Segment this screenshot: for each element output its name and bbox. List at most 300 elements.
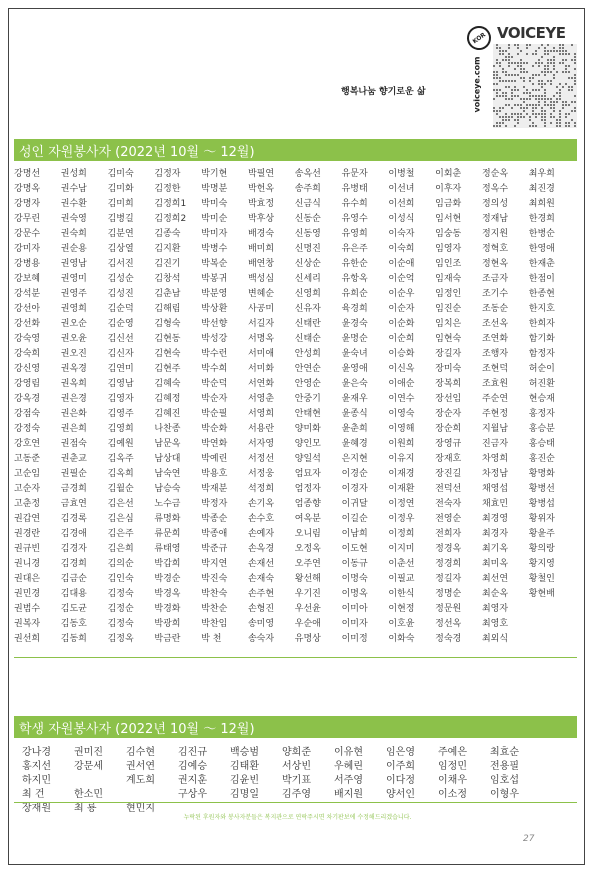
volunteer-name: 정혁호 xyxy=(481,244,509,254)
volunteer-name: 최희원 xyxy=(528,199,555,209)
volunteer-name: 김영희 xyxy=(107,424,134,434)
volunteer-name: 박진숙 xyxy=(201,574,228,584)
volunteer-name: 이숙희 xyxy=(388,244,415,254)
volunteer-name: 이애순 xyxy=(388,379,415,389)
volunteer-name: 이병철 xyxy=(388,169,415,179)
volunteer-name: 최 건 xyxy=(22,789,45,800)
volunteer-name: 강선화 xyxy=(14,319,41,329)
volunteer-name: 이정희 xyxy=(388,529,415,539)
volunteer-name: 김혜진 xyxy=(154,409,181,419)
volunteer-name: 백승범 xyxy=(230,747,259,758)
volunteer-name: 박순화 xyxy=(201,424,228,434)
volunteer-name: 이원희 xyxy=(388,439,415,449)
volunteer-name: 이경순 xyxy=(341,469,368,479)
volunteer-name: 채영섭 xyxy=(481,484,509,494)
volunteer-name: 유은주 xyxy=(341,244,368,254)
volunteer-name: 강신영 xyxy=(14,364,41,374)
volunteer-name: 박수희 xyxy=(201,364,228,374)
volunteer-name: 김영주 xyxy=(107,409,134,419)
volunteer-name: 김정옥 xyxy=(107,634,134,644)
volunteer-name: 조기수 xyxy=(481,289,509,299)
volunteer-name: 이귀달 xyxy=(341,499,368,509)
volunteer-name: 이숙자 xyxy=(388,229,415,239)
volunteer-name: 안태현 xyxy=(294,409,321,419)
volunteer-name: 함기화 xyxy=(528,334,555,344)
volunteer-name: 신상순 xyxy=(294,259,321,269)
volunteer-name: 이정우 xyxy=(388,514,415,524)
volunteer-name: 이미자 xyxy=(341,619,368,629)
volunteer-name: 권미진 xyxy=(74,747,103,758)
volunteer-name: 권영희 xyxy=(60,304,87,314)
volunteer-name: 권필순 xyxy=(60,469,87,479)
volunteer-name: 박광희 xyxy=(154,619,181,629)
volunteer-name: 장선임 xyxy=(435,394,462,404)
volunteer-name: 이재환 xyxy=(388,484,415,494)
volunteer-name: 현민지 xyxy=(126,803,155,814)
volunteer-name: 이지미 xyxy=(388,544,415,554)
volunteer-name: 유명상 xyxy=(294,634,321,644)
volunteer-name: 전숙자 xyxy=(435,499,462,509)
volunteer-name: 엄종향 xyxy=(294,499,321,509)
volunteer-name: 김월순 xyxy=(107,484,134,494)
volunteer-name: 김은희 xyxy=(107,544,134,554)
volunteer-name: 이춘선 xyxy=(388,559,415,569)
voiceye-code-icon xyxy=(493,44,577,128)
volunteer-name: 강석분 xyxy=(14,289,41,299)
volunteer-name: 김정자 xyxy=(154,169,181,179)
volunteer-name: 오정옥 xyxy=(294,544,321,554)
volunteer-name: 김진규 xyxy=(178,747,207,758)
volunteer-name: 신태란 xyxy=(294,319,321,329)
volunteer-name: 조금자 xyxy=(481,274,509,284)
volunteer-name: 정선옥 xyxy=(435,619,462,629)
volunteer-name: 김혜정 xyxy=(154,394,181,404)
volunteer-name: 권범수 xyxy=(14,604,41,614)
volunteer-name: 신동영 xyxy=(294,229,321,239)
volunteer-name xyxy=(529,602,576,617)
volunteer-name: 신세리 xyxy=(294,274,321,284)
volunteer-name: 김동호 xyxy=(60,619,87,629)
volunteer-name: 한영애 xyxy=(528,244,555,254)
volunteer-name: 김종숙 xyxy=(154,229,181,239)
volunteer-name: 김미화 xyxy=(107,184,134,194)
volunteer-name: 김태환 xyxy=(230,761,259,772)
volunteer-name: 손형진 xyxy=(247,604,275,614)
volunteer-name: 배경숙 xyxy=(247,229,275,239)
volunteer-name: 황명화 xyxy=(528,469,555,479)
volunteer-name: 이현정 xyxy=(388,604,415,614)
volunteer-name: 이도현 xyxy=(341,544,368,554)
volunteer-name: 채효민 xyxy=(481,499,509,509)
volunteer-name: 유수희 xyxy=(341,199,368,209)
volunteer-name: 최외식 xyxy=(481,634,509,644)
volunteer-name: 김정희1 xyxy=(154,199,187,209)
volunteer-name: 장영규 xyxy=(435,439,462,449)
volunteer-name: 강명자 xyxy=(14,199,41,209)
volunteer-name: 유항옥 xyxy=(341,274,368,284)
volunteer-name: 주순연 xyxy=(481,394,509,404)
volunteer-name: 박연화 xyxy=(201,439,228,449)
volunteer-name: 양인모 xyxy=(294,439,321,449)
volunteer-name: 우기진 xyxy=(294,589,321,599)
volunteer-name: 권복자 xyxy=(14,619,41,629)
volunteer-name: 홍지선 xyxy=(22,761,51,772)
volunteer-name: 김도균 xyxy=(60,604,87,614)
volunteer-name: 김성순 xyxy=(107,274,134,284)
volunteer-name: 우선윤 xyxy=(294,604,321,614)
volunteer-name: 허순이 xyxy=(528,364,555,374)
volunteer-name: 전덕선 xyxy=(435,484,462,494)
volunteer-name: 박경화 xyxy=(154,604,181,614)
volunteer-name: 권오순 xyxy=(60,319,87,329)
volunteer-name: 여옥분 xyxy=(294,514,321,524)
volunteer-name: 서미화 xyxy=(247,364,275,374)
volunteer-name: 박재분 xyxy=(201,484,228,494)
volunteer-name: 김창석 xyxy=(154,274,181,284)
volunteer-name: 송숙자 xyxy=(247,634,275,644)
volunteer-name: 박미자 xyxy=(201,229,228,239)
volunteer-name: 권서연 xyxy=(126,761,155,772)
volunteer-name xyxy=(126,788,178,802)
volunteer-name: 김지환 xyxy=(154,244,181,254)
volunteer-name: 엄정자 xyxy=(294,484,321,494)
volunteer-name: 김명일 xyxy=(230,789,259,800)
volunteer-name: 김금순 xyxy=(60,574,87,584)
volunteer-name: 정길자 xyxy=(435,574,462,584)
volunteer-name: 박명분 xyxy=(201,184,228,194)
volunteer-name: 권옥경 xyxy=(60,364,87,374)
volunteer-name: 이다정 xyxy=(386,775,415,786)
volunteer-name: 유영수 xyxy=(341,214,368,224)
volunteer-name: 손예자 xyxy=(247,529,275,539)
volunteer-name: 은지현 xyxy=(341,454,368,464)
volunteer-name: 조효원 xyxy=(481,379,509,389)
volunteer-name: 김정한 xyxy=(154,184,181,194)
adult-section-header xyxy=(14,139,577,161)
volunteer-name: 박병수 xyxy=(201,244,228,254)
volunteer-name: 장미숙 xyxy=(435,364,462,374)
volunteer-name: 강호연 xyxy=(14,439,41,449)
volunteer-name: 송옥선 xyxy=(294,169,321,179)
volunteer-name: 장재원 xyxy=(22,803,51,814)
volunteer-name: 조행자 xyxy=(481,349,509,359)
volunteer-name: 권수남 xyxy=(60,184,87,194)
volunteer-name: 이길순 xyxy=(341,514,368,524)
volunteer-name: 권순용 xyxy=(60,244,87,254)
volunteer-name: 박성강 xyxy=(201,334,228,344)
volunteer-name: 김병길 xyxy=(107,214,134,224)
volunteer-name: 이형우 xyxy=(490,789,519,800)
volunteer-name: 윤영애 xyxy=(341,364,368,374)
adult-section-title: 성인 자원봉사자 (2022년 10월 ～ 12월) xyxy=(19,144,255,160)
volunteer-name: 김은주 xyxy=(107,529,134,539)
volunteer-name: 권숙희 xyxy=(60,229,87,239)
volunteer-name: 김인숙 xyxy=(107,574,134,584)
volunteer-name: 김주영 xyxy=(282,789,311,800)
volunteer-name: 손재선 xyxy=(247,559,275,569)
volunteer-name: 이신옥 xyxy=(388,364,415,374)
volunteer-name: 정순옥 xyxy=(481,169,509,179)
volunteer-name: 이순우 xyxy=(388,289,415,299)
volunteer-name: 김진기 xyxy=(154,259,181,269)
volunteer-name: 김신선 xyxy=(107,334,134,344)
volunteer-name: 양일석 xyxy=(294,454,321,464)
volunteer-name: 최진경 xyxy=(528,184,555,194)
student-section-divider xyxy=(14,802,577,803)
volunteer-name: 박순자 xyxy=(201,394,228,404)
volunteer-name: 안영순 xyxy=(294,379,321,389)
volunteer-name: 권지훈 xyxy=(178,775,207,786)
volunteer-name: 박순덕 xyxy=(201,379,228,389)
volunteer-name: 정의성 xyxy=(481,199,509,209)
volunteer-name: 신영희 xyxy=(294,289,321,299)
volunteer-name: 황철인 xyxy=(528,574,555,584)
volunteer-name: 박봉귀 xyxy=(201,274,228,284)
volunteer-name: 이명옥 xyxy=(341,589,368,599)
volunteer-name: 조현덕 xyxy=(481,364,509,374)
volunteer-name: 박헌옥 xyxy=(247,184,275,194)
volunteer-name: 김미숙 xyxy=(107,169,134,179)
volunteer-name: 박수런 xyxy=(201,349,228,359)
volunteer-name: 양희준 xyxy=(282,747,311,758)
volunteer-name: 김서진 xyxy=(107,259,134,269)
volunteer-name: 권갑연 xyxy=(14,514,41,524)
volunteer-name: 김경희 xyxy=(60,559,87,569)
volunteer-name: 서명옥 xyxy=(247,334,275,344)
volunteer-name: 서정웅 xyxy=(247,469,275,479)
volunteer-name: 김동희 xyxy=(60,634,87,644)
volunteer-name: 오주연 xyxy=(294,559,321,569)
volunteer-name xyxy=(74,774,126,788)
volunteer-name: 권민경 xyxy=(14,589,41,599)
adult-section-divider xyxy=(14,657,577,658)
volunteer-name: 박후상 xyxy=(247,214,275,224)
volunteer-name: 금경희 xyxy=(60,484,87,494)
volunteer-name: 김수현 xyxy=(126,747,155,758)
volunteer-name: 박종애 xyxy=(201,529,228,539)
volunteer-name: 강명선 xyxy=(14,169,41,179)
volunteer-name: 서연화 xyxy=(247,379,275,389)
volunteer-name: 이명숙 xyxy=(341,574,368,584)
volunteer-name: 석정희 xyxy=(247,484,275,494)
volunteer-name: 이주희 xyxy=(386,761,415,772)
volunteer-name: 진금자 xyxy=(481,439,509,449)
volunteer-name: 황병선 xyxy=(528,484,555,494)
volunteer-name: 이정연 xyxy=(388,499,415,509)
volunteer-name: 서영춘 xyxy=(247,394,275,404)
volunteer-name: 윤경숙 xyxy=(341,319,368,329)
volunteer-name: 박선향 xyxy=(201,319,228,329)
volunteer-name: 박 천 xyxy=(201,634,222,644)
volunteer-name: 김영자 xyxy=(107,394,134,404)
volunteer-name: 권선희 xyxy=(14,634,41,644)
volunteer-name: 이필교 xyxy=(388,574,415,584)
volunteer-name: 최효순 xyxy=(490,747,519,758)
volunteer-name: 최 룡 xyxy=(74,803,97,814)
volunteer-name: 박정자 xyxy=(201,499,228,509)
volunteer-name: 박기표 xyxy=(282,775,311,786)
volunteer-name: 우순애 xyxy=(294,619,321,629)
volunteer-name: 김순영 xyxy=(107,319,134,329)
volunteer-name: 한경희 xyxy=(528,214,555,224)
volunteer-name: 손수호 xyxy=(247,514,275,524)
volunteer-name: 안연순 xyxy=(294,364,321,374)
volunteer-name: 손재숙 xyxy=(247,574,275,584)
volunteer-name: 권숙영 xyxy=(60,214,87,224)
volunteer-name: 이승화 xyxy=(388,349,415,359)
volunteer-name: 전희자 xyxy=(435,529,462,539)
volunteer-name: 이미아 xyxy=(341,604,368,614)
volunteer-name: 유희순 xyxy=(341,289,368,299)
volunteer-name: 금효연 xyxy=(60,499,87,509)
volunteer-name: 권옥희 xyxy=(60,379,87,389)
volunteer-name: 류태영 xyxy=(154,544,181,554)
volunteer-name: 권니경 xyxy=(14,559,41,569)
volunteer-name: 권영주 xyxy=(60,289,87,299)
volunteer-name: 홍승분 xyxy=(528,424,555,434)
volunteer-name: 김연미 xyxy=(107,364,134,374)
volunteer-name: 사공미 xyxy=(247,304,275,314)
volunteer-name: 육경희 xyxy=(341,304,368,314)
volunteer-name: 권점숙 xyxy=(60,439,87,449)
volunteer-name: 김현주 xyxy=(154,364,181,374)
volunteer-name: 김형숙 xyxy=(154,319,181,329)
volunteer-name: 박준규 xyxy=(201,544,228,554)
logo-vertical-text: voiceye.com xyxy=(472,56,482,113)
volunteer-name: 임재숙 xyxy=(435,274,462,284)
volunteer-name: 엄묘자 xyxy=(294,469,321,479)
volunteer-name: 강문세 xyxy=(74,761,103,772)
volunteer-name: 홍정자 xyxy=(528,409,555,419)
volunteer-name: 신유자 xyxy=(294,304,321,314)
volunteer-name: 박종순 xyxy=(201,514,228,524)
volunteer-name: 최경영 xyxy=(481,514,509,524)
volunteer-name: 김옥주 xyxy=(107,454,134,464)
kor-badge: KOR xyxy=(462,21,495,54)
volunteer-name: 신명진 xyxy=(294,244,321,254)
volunteer-name: 김현숙 xyxy=(154,349,181,359)
volunteer-name: 김정숙 xyxy=(107,589,134,599)
volunteer-name: 한점이 xyxy=(528,274,555,284)
volunteer-name: 이회춘 xyxy=(435,169,462,179)
footer-note: 누락된 후원자와 봉사자분들은 복지관으로 연락주시면 차기판보에 수정해드리겠습니다. xyxy=(183,814,412,821)
volunteer-name: 황위자 xyxy=(528,514,555,524)
volunteer-name: 임치은 xyxy=(435,319,462,329)
volunteer-name: 권영미 xyxy=(60,274,87,284)
volunteer-name: 윤숙녀 xyxy=(341,349,368,359)
volunteer-name: 권춘교 xyxy=(60,454,87,464)
student-section-header xyxy=(14,716,577,738)
volunteer-name: 이소정 xyxy=(438,789,467,800)
volunteer-name: 강문수 xyxy=(14,229,41,239)
volunteer-name: 이남희 xyxy=(341,529,368,539)
volunteer-name: 손옥경 xyxy=(247,544,275,554)
volunteer-name: 이순자 xyxy=(388,304,415,314)
volunteer-name: 나찬종 xyxy=(154,424,181,434)
volunteer-name: 김순덕 xyxy=(107,304,134,314)
volunteer-name: 김예원 xyxy=(107,439,134,449)
volunteer-name: 김경자 xyxy=(60,544,87,554)
volunteer-name: 박상환 xyxy=(201,304,228,314)
volunteer-name: 권오윤 xyxy=(60,334,87,344)
volunteer-name: 박효정 xyxy=(247,199,275,209)
volunteer-name: 정옥수 xyxy=(481,184,509,194)
volunteer-name: 김혜숙 xyxy=(154,379,181,389)
volunteer-name: 오니림 xyxy=(294,529,321,539)
volunteer-name: 황윤주 xyxy=(528,529,555,539)
volunteer-name: 강병용 xyxy=(14,259,41,269)
volunteer-name: 권오진 xyxy=(60,349,87,359)
volunteer-name: 강점숙 xyxy=(14,409,41,419)
volunteer-name: 윤재우 xyxy=(341,394,368,404)
volunteer-name: 유한순 xyxy=(341,259,368,269)
volunteer-name: 서영희 xyxy=(247,409,275,419)
volunteer-name: 임진순 xyxy=(435,304,462,314)
volunteer-name: 김은선 xyxy=(107,499,134,509)
volunteer-name: 장진길 xyxy=(435,469,462,479)
volunteer-name: 남승숙 xyxy=(154,484,181,494)
volunteer-name: 김정순 xyxy=(107,604,134,614)
volunteer-name: 권경란 xyxy=(14,529,41,539)
volunteer-name: 이순화 xyxy=(388,319,415,329)
volunteer-name: 권규빈 xyxy=(14,544,41,554)
volunteer-name: 최미옥 xyxy=(481,559,509,569)
volunteer-name: 정경옥 xyxy=(435,544,462,554)
volunteer-name: 장순희 xyxy=(435,424,462,434)
volunteer-name: 박찬순 xyxy=(201,604,228,614)
volunteer-name: 류문희 xyxy=(154,529,181,539)
volunteer-name: 이재경 xyxy=(388,469,415,479)
volunteer-name: 우혜린 xyxy=(334,761,363,772)
volunteer-name: 황지영 xyxy=(528,559,555,569)
volunteer-name: 김은심 xyxy=(107,514,134,524)
volunteer-name: 한희자 xyxy=(528,319,555,329)
volunteer-name: 고동준 xyxy=(14,454,41,464)
volunteer-name: 박순필 xyxy=(201,409,228,419)
volunteer-name: 허진환 xyxy=(528,379,555,389)
page-number: 27 xyxy=(523,834,535,844)
volunteer-name: 양미화 xyxy=(294,424,321,434)
volunteer-name: 황의랑 xyxy=(528,544,555,554)
volunteer-name: 최순옥 xyxy=(481,589,509,599)
volunteer-name: 임금화 xyxy=(435,199,462,209)
volunteer-name: 김현동 xyxy=(154,334,181,344)
volunteer-name: 김상열 xyxy=(107,244,134,254)
volunteer-name: 권성희 xyxy=(60,169,87,179)
volunteer-name: 이선녀 xyxy=(388,184,415,194)
volunteer-name: 한소민 xyxy=(74,789,103,800)
volunteer-name: 최기옥 xyxy=(481,544,509,554)
volunteer-name: 조동순 xyxy=(481,304,509,314)
volunteer-name: 현승재 xyxy=(528,394,555,404)
volunteer-name: 장복희 xyxy=(435,379,462,389)
volunteer-name: 정현옥 xyxy=(481,259,509,269)
volunteer-name: 박미순 xyxy=(201,214,228,224)
volunteer-name: 권은경 xyxy=(60,394,87,404)
volunteer-name: 한재춘 xyxy=(528,259,555,269)
volunteer-name: 김대용 xyxy=(60,589,87,599)
volunteer-name: 권은희 xyxy=(60,424,87,434)
volunteer-name: 박지연 xyxy=(201,559,228,569)
volunteer-name: 차영희 xyxy=(481,454,509,464)
volunteer-name: 노수금 xyxy=(154,499,181,509)
volunteer-name: 강나경 xyxy=(22,747,51,758)
volunteer-name: 최선연 xyxy=(481,574,509,584)
volunteer-name: 김정숙 xyxy=(107,619,134,629)
volunteer-name: 이채우 xyxy=(438,775,467,786)
volunteer-name: 강영림 xyxy=(14,379,41,389)
volunteer-name: 정숙경 xyxy=(435,634,462,644)
